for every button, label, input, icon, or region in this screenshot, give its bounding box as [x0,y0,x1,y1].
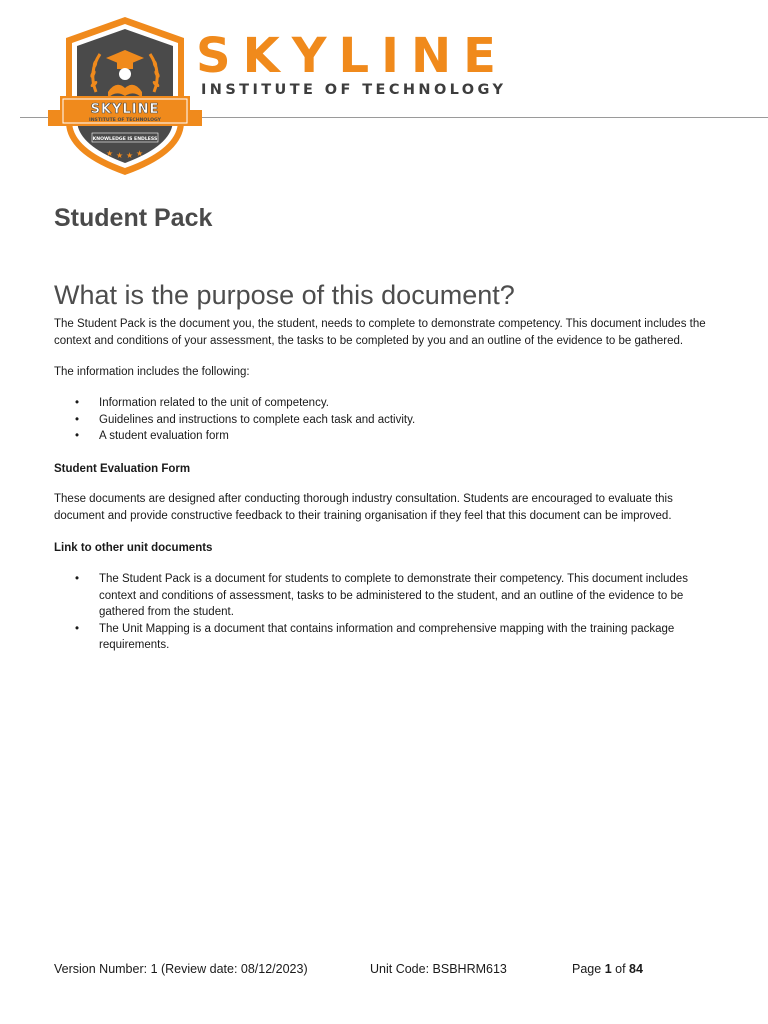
document-title: Student Pack [54,204,213,232]
page-current: 1 [604,962,612,976]
list-item: • The Unit Mapping is a document that contains information and comprehensive mapping with the training package requirements. [54,621,716,654]
logo-motto: KNOWLEDGE IS ENDLESS [92,137,158,142]
footer-page-number [572,962,643,976]
footer-version: Version Number: 1 (Review date: 08/12/2023) [54,962,308,976]
svg-text:★: ★ [106,149,114,158]
svg-text:★: ★ [116,151,124,160]
logo-subtitle: INSTITUTE OF TECHNOLOGY [89,118,161,123]
link-heading: Link to other unit documents [54,542,213,554]
list-item: • A student evaluation form [54,428,716,445]
page-label: Page [572,962,602,976]
link-list [54,571,716,654]
svg-text:★: ★ [126,151,134,160]
list-item: • Guidelines and instructions to complete each task and activity. [54,412,716,429]
logo-name: SKYLINE [90,102,160,117]
list-item: • Information related to the unit of competency. [54,395,716,412]
intro-paragraph: The Student Pack is the document you, the student, needs to complete to demonstrate competency. This document includes the context and conditions of your assessment, the tasks to be completed by you and an outline of the evidence to be gathered. [54,318,706,347]
brand-name: SKYLINE [196,28,508,84]
eval-paragraph: These documents are designed after conducting thorough industry consultation. Students are encouraged to evaluate this document and provide constructive feedback to their training organisation if they feel that this document can be improved. [54,493,673,522]
list-item: • The Student Pack is a document for students to complete to demonstrate their competency. This document includes context and conditions of assessment, tasks to be administered to the student, and an outline of the evidence to be gathered from the student. [54,571,716,621]
info-list [54,395,716,445]
page-of: of [615,962,626,976]
page-total: 84 [629,962,643,976]
svg-text:★: ★ [136,149,144,158]
purpose-heading: What is the purpose of this document? [54,280,515,310]
brand-subtitle: INSTITUTE OF TECHNOLOGY [201,82,507,98]
footer-unit-code: Unit Code: BSBHRM613 [370,962,507,976]
eval-heading: Student Evaluation Form [54,463,191,475]
skyline-logo [44,14,206,178]
info-intro: The information includes the following: [54,366,250,378]
